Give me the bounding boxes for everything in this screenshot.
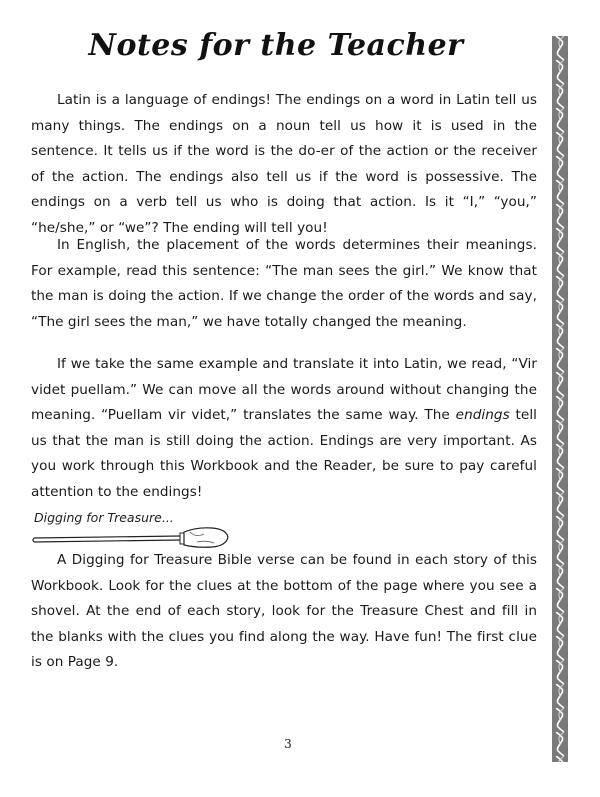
page-title: Notes for the Teacher <box>88 28 464 63</box>
page-number: 3 <box>284 737 292 751</box>
latin-example-text: If we take the same example and translate it into Latin, we read, “Vir videt puellam.” We can move all the words around without changing the meaning. “Puellam vir videt,” translates the same way. The <box>31 356 537 423</box>
paragraph-treasure-instructions: A Digging for Treasure Bible verse can be found in each story of this Workbook. Look for the clues at the bottom of the page where you see a shovel. At the end of each story, look for the Treasure Chest and fill in the blanks with the clues you find along the way. Have fun! The first clue is on Page 9. <box>31 552 537 670</box>
paragraph-english-order: In English, the placement of the words determines their meanings. For example, read this sentence: “The man sees the girl.” We know that the man is doing the action. If we change the order of the words and say, “The girl sees the man,” we have totally changed the meaning. <box>31 237 537 330</box>
digging-for-treasure-heading <box>32 507 232 547</box>
border-twist-pattern <box>552 36 568 762</box>
emphasis-endings: endings <box>455 407 510 423</box>
section-label: Digging for Treasure... <box>34 510 174 525</box>
decorative-border <box>552 36 568 762</box>
paragraph-latin-example <box>31 352 537 505</box>
latin-example-text-end: tell us that the man is still doing the action. Endings are very important. As you work through this Workbook and the Reader, be sure to pay careful attention to the endings! <box>31 407 537 500</box>
paragraph-endings: Latin is a language of endings! The endings on a word in Latin tell us many things. The endings on a noun tell us how it is used in the sentence. It tells us if the word is the do-er of the action or the receiver of the action. The endings also tell us if the word is possessive. The endings on a verb tell us who is doing that action. Is it “I,” “you,” “he/she,” or “we”? The ending will tell you! <box>31 92 537 236</box>
